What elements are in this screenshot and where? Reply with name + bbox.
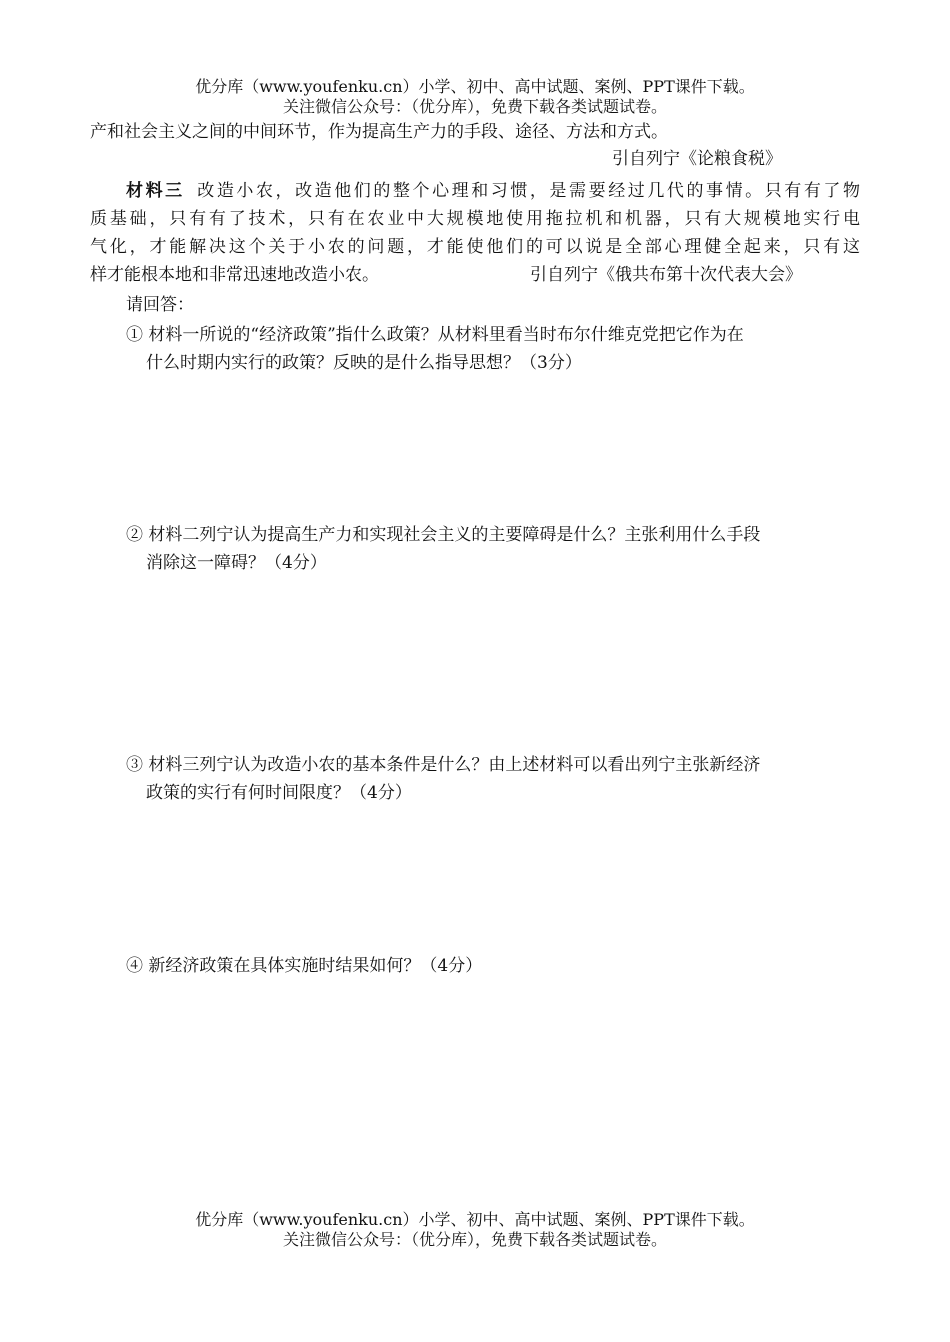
header-line-2: 关注微信公众号：（优分库），免费下载各类试题试卷。 [282,97,667,116]
material2-citation: 引自列宁《论粮食税》 [612,149,782,169]
material3-label: 材料三 [126,181,185,201]
question-3-line-1: ③ 材料三列宁认为改造小农的基本条件是什么？由上述材料可以看出列宁主张新经济 [126,755,761,775]
question-4-line-1: ④ 新经济政策在具体实施时结果如何？（4分） [126,956,483,976]
footer-line-2: 关注微信公众号：（优分库），免费下载各类试题试卷。 [282,1230,667,1249]
material3-line-1 [126,178,860,204]
material3-line-2: 质基础，只有有了技术，只有在农业中大规模地使用拖拉机和机器，只有大规模地实行电 [90,209,860,229]
material3-citation: 引自列宁《俄共布第十次代表大会》 [530,265,802,285]
question-1-line-1: ① 材料一所说的“经济政策”指什么政策？从材料里看当时布尔什维克党把它作为在 [126,325,744,345]
question-3-line-2: 政策的实行有何时间限度？（4分） [146,783,412,803]
material3-text-1: 改造小农，改造他们的整个心理和习惯，是需要经过几代的事情。只有有了物 [194,181,860,201]
question-2-line-1: ② 材料二列宁认为提高生产力和实现社会主义的主要障碍是什么？主张利用什么手段 [126,525,761,545]
material3-line-3: 气化，才能解决这个关于小农的问题，才能使他们的可以说是全部心理健全起来，只有这 [90,237,860,257]
question-2-line-2: 消除这一障碍？（4分） [146,553,327,573]
material3-line-4: 样才能根本地和非常迅速地改造小农。 [90,265,379,285]
question-1-line-2: 什么时期内实行的政策？反映的是什么指导思想？（3分） [146,353,582,373]
footer-line-1: 优分库（www.youfenku.cn）小学、初中、高中试题、案例、PPT课件下载。 [195,1210,755,1229]
header-line-1: 优分库（www.youfenku.cn）小学、初中、高中试题、案例、PPT课件下载。 [195,77,755,96]
material2-continuation: 产和社会主义之间的中间环节，作为提高生产力的手段、途径、方法和方式。 [90,122,668,142]
answer-prompt: 请回答： [126,295,194,315]
